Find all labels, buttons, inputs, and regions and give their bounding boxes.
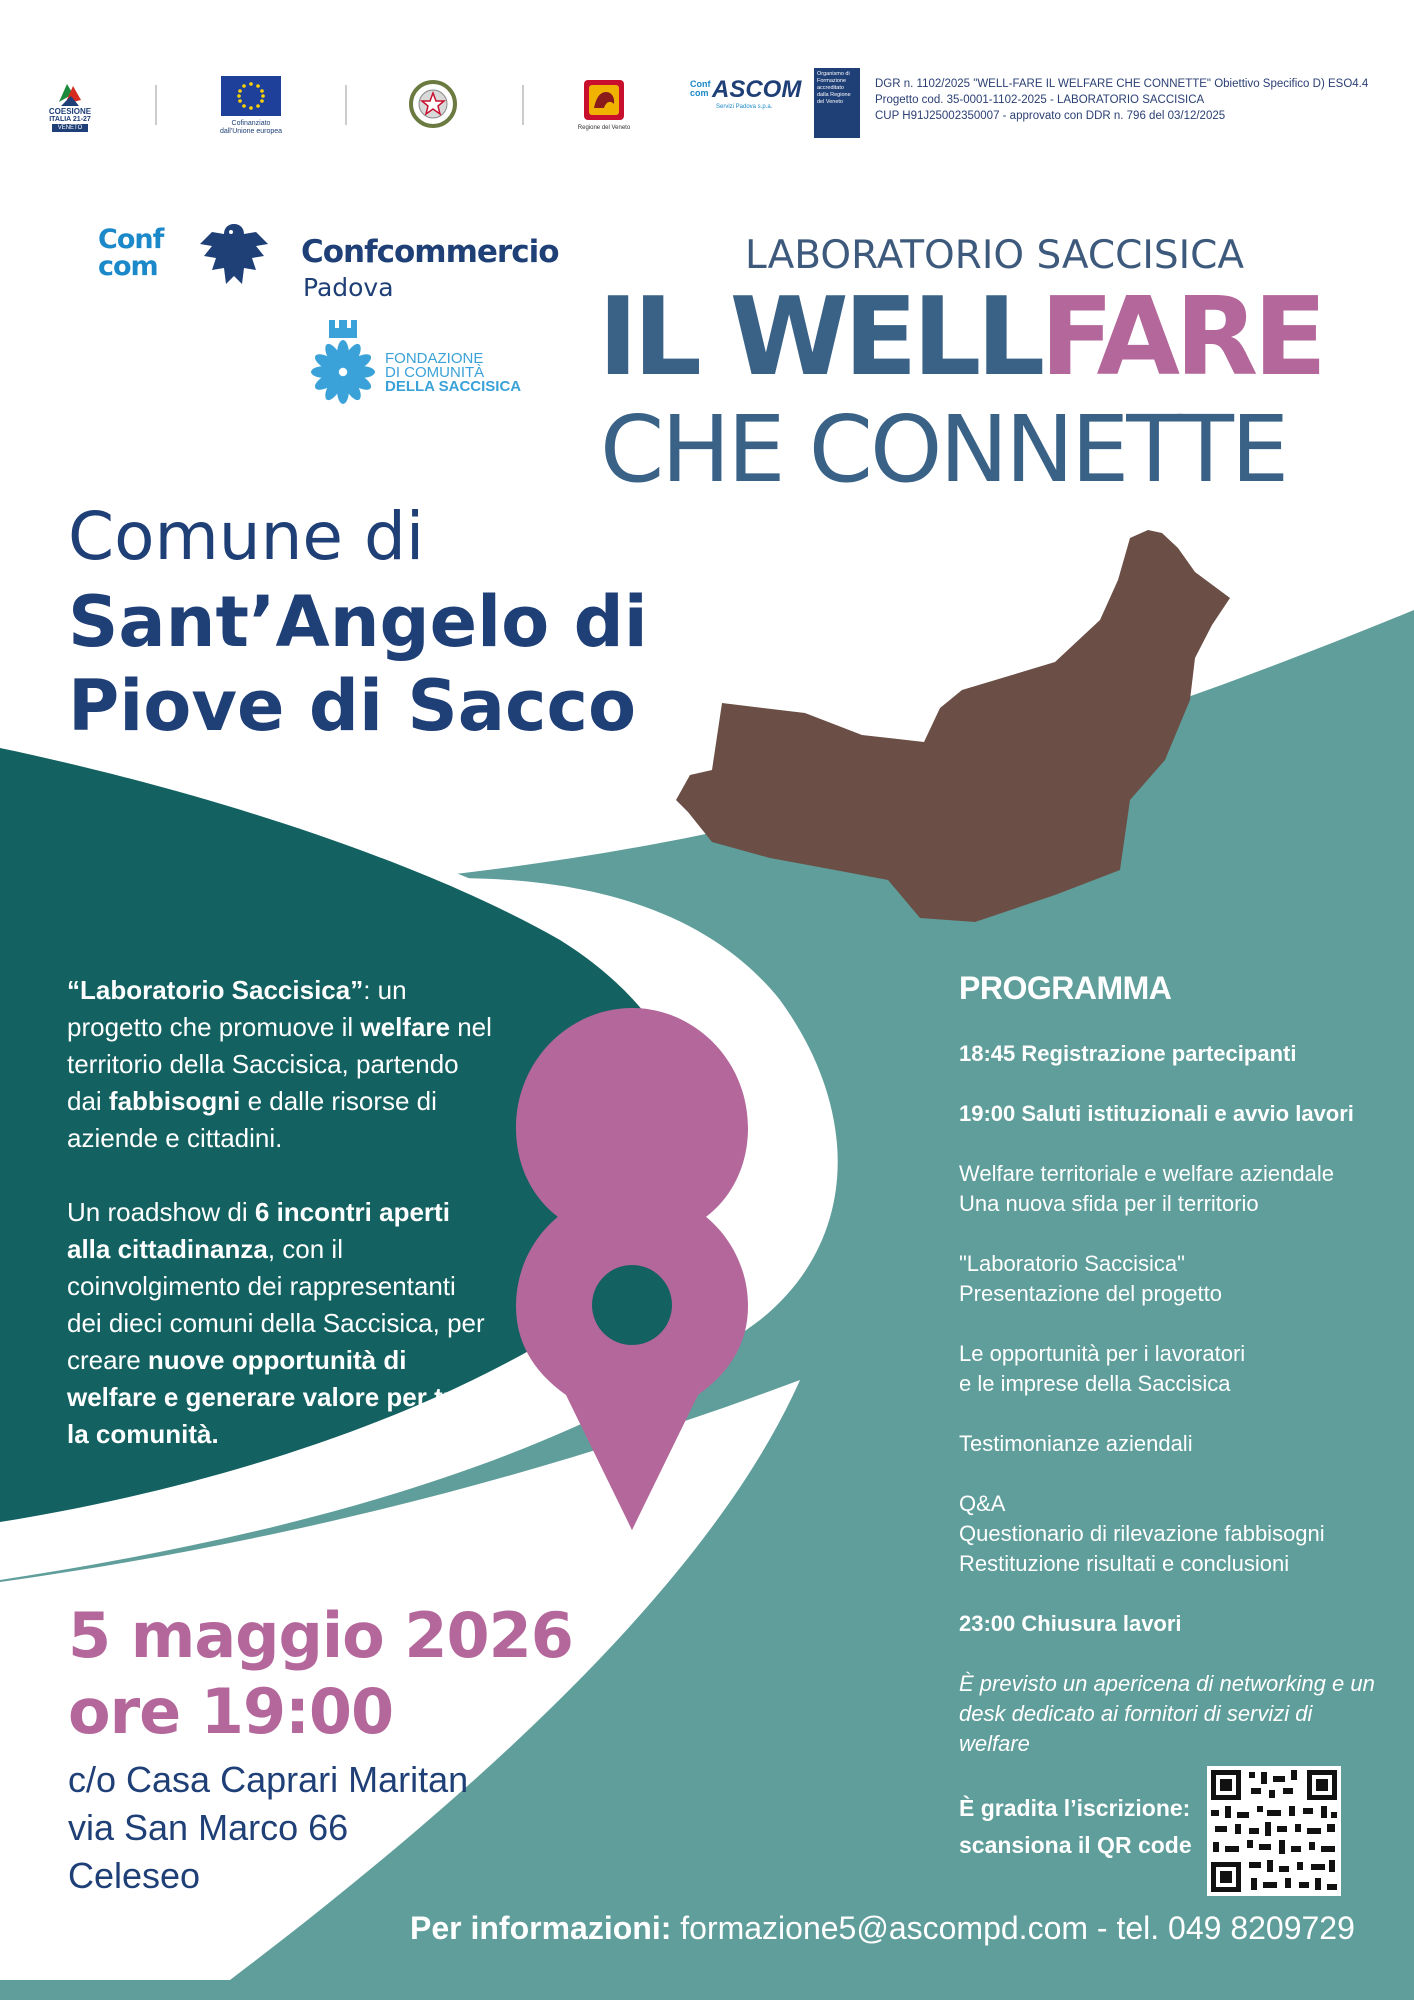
title-fare: FARE [1040, 275, 1323, 400]
programma-item [959, 1489, 1389, 1579]
programma-line: Welfare territoriale e welfare aziendale [959, 1161, 1334, 1186]
registration-line1: È gradita l’iscrizione: [959, 1795, 1191, 1821]
regione-label: Regione del Veneto [577, 125, 631, 131]
eagle-icon [198, 218, 270, 290]
desc-bold: fabbisogni [108, 1086, 241, 1116]
republic-emblem-icon [407, 76, 459, 132]
event-datetime [68, 1598, 573, 1750]
eu-line1: Cofinanziato [231, 120, 271, 127]
confcommercio-name: Confcommercio [301, 234, 559, 270]
dgr-text [875, 76, 1395, 124]
italian-republic-emblem [405, 74, 461, 134]
venue-line: c/o Casa Caprari Maritan [68, 1759, 469, 1800]
map-pin-icon [516, 1190, 748, 1530]
coesione-line2: ITALIA 21-27 [49, 116, 91, 123]
programma-section [959, 970, 1389, 1789]
ascom-sub: Servizi Padova s.p.a. [716, 104, 773, 110]
coesione-line1: COESIONE [48, 107, 92, 116]
ascom-badge: Organismo di Formazione accreditato dalla Regione del Veneto [814, 68, 860, 138]
programma-line: desk dedicato ai fornitori di servizi di welfare [959, 1701, 1313, 1756]
qr-code-icon [1207, 1766, 1341, 1896]
dgr-line1: DGR n. 1102/2025 "WELL-FARE IL WELFARE CHE CONNETTE" Obiettivo Specifico D) ESO4.4 [875, 78, 1369, 90]
event-date: 5 maggio 2026 [68, 1599, 573, 1672]
regione-veneto-logo [566, 74, 642, 136]
ascom-small: Conf com [690, 79, 711, 98]
event-venue [68, 1756, 468, 1900]
programma-line: Restituzione risultati e conclusioni [959, 1551, 1290, 1576]
eu-line2: dall'Unione europea [219, 128, 283, 135]
venue-line: Celeseo [68, 1855, 201, 1896]
desc-bold: 6 incontri aperti alla cittadinanza [67, 1197, 450, 1264]
programma-line: Questionario di rilevazione fabbisogni [959, 1521, 1325, 1546]
description-paragraph-1 [67, 972, 497, 1157]
coesione-icon [55, 78, 85, 108]
fondazione-line2: DI COMUNITÀ [385, 364, 485, 381]
description-paragraph-2 [67, 1194, 497, 1453]
venue-line: via San Marco 66 [68, 1807, 349, 1848]
desc-bold: nuove opportunità di welfare e generare valore per tutta la comunità. [67, 1345, 491, 1449]
programma-line: Le opportunità per i lavoratori [959, 1341, 1246, 1366]
desc-text: , con il coinvolgimento dei rappresentanti dei dieci comuni della Saccisica, per creare [67, 1234, 485, 1375]
fondazione-flower-icon [305, 318, 381, 406]
desc-text: Un roadshow di [67, 1197, 255, 1227]
registration-line2: scansiona il QR code [959, 1832, 1192, 1858]
info-label: Per informazioni: [410, 1910, 672, 1946]
programma-item [959, 1339, 1389, 1399]
ascom-logo [690, 68, 862, 140]
info-contact[interactable]: formazione5@ascompd.com - tel. 049 8209729 [671, 1910, 1355, 1946]
coesione-line3: VENETO [52, 124, 89, 132]
qr-code[interactable] [1207, 1766, 1341, 1896]
fondazione-line3: DELLA SACCISICA [385, 378, 522, 395]
eu-logo [215, 72, 287, 140]
programma-item: 23:00 Chiusura lavori [959, 1611, 1182, 1636]
dgr-line2: Progetto cod. 35-0001-1102-2025 - LABORATORIO SACCISICA [875, 94, 1205, 106]
coesione-logo [42, 72, 98, 138]
ascom-name: ASCOM [712, 76, 802, 103]
programma-item [959, 1159, 1389, 1219]
programma-line: Q&A [959, 1491, 1006, 1516]
programma-item: 18:45 Registrazione partecipanti [959, 1041, 1297, 1066]
desc-text: : un progetto che promuove il [67, 975, 407, 1042]
info-footer [410, 1910, 1355, 1947]
title-well: IL WELL [598, 275, 1041, 400]
programma-line: e le imprese della Saccisica [959, 1371, 1231, 1396]
fondazione-line1: FONDAZIONE [385, 350, 484, 367]
programma-note [959, 1669, 1389, 1759]
logo-separator [522, 85, 524, 125]
comune-label: Comune di [68, 498, 425, 575]
main-title [598, 275, 1323, 400]
comune-name-line1: Sant’Angelo di [68, 581, 648, 663]
programma-item: Testimonianze aziendali [959, 1431, 1193, 1456]
confcom-mini-line2: com [98, 251, 158, 282]
programma-line: "Laboratorio Saccisica" [959, 1251, 1185, 1276]
programma-line: Presentazione del progetto [959, 1281, 1222, 1306]
comune-name [68, 580, 688, 748]
lion-shield-icon [582, 78, 626, 122]
programma-item [959, 1249, 1389, 1309]
programma-line: Una nuova sfida per il territorio [959, 1191, 1259, 1216]
fondazione-text [385, 352, 521, 394]
desc-bold: welfare [360, 1012, 450, 1042]
logo-separator [155, 85, 157, 125]
desc-text: e dalle risorse di aziende e cittadini. [67, 1086, 437, 1153]
event-time: ore 19:00 [68, 1675, 394, 1748]
comune-name-line2: Piove di Sacco [68, 665, 637, 747]
programma-item: 19:00 Saluti istituzionali e avvio lavori [959, 1101, 1354, 1126]
confcom-mini-line1: Conf [98, 224, 164, 255]
laboratorio-title: LABORATORIO SACCISICA [745, 233, 1245, 278]
registration-text [959, 1790, 1192, 1864]
eu-flag-icon [221, 76, 281, 116]
desc-bold: “Laboratorio Saccisica” [67, 975, 364, 1005]
logo-separator [345, 85, 347, 125]
programma-title: PROGRAMMA [959, 970, 1172, 1006]
desc-text: nel territorio della Saccisica, partendo dai [67, 1012, 492, 1116]
sub-title: CHE CONNETTE [600, 396, 1287, 503]
project-description [67, 972, 497, 1490]
confcommercio-city: Padova [303, 273, 394, 302]
confcom-mini-logo [98, 226, 163, 280]
programma-line: È previsto un apericena di networking e un [959, 1671, 1375, 1696]
dgr-line3: CUP H91J25002350007 - approvato con DDR n. 796 del 03/12/2025 [875, 110, 1226, 122]
